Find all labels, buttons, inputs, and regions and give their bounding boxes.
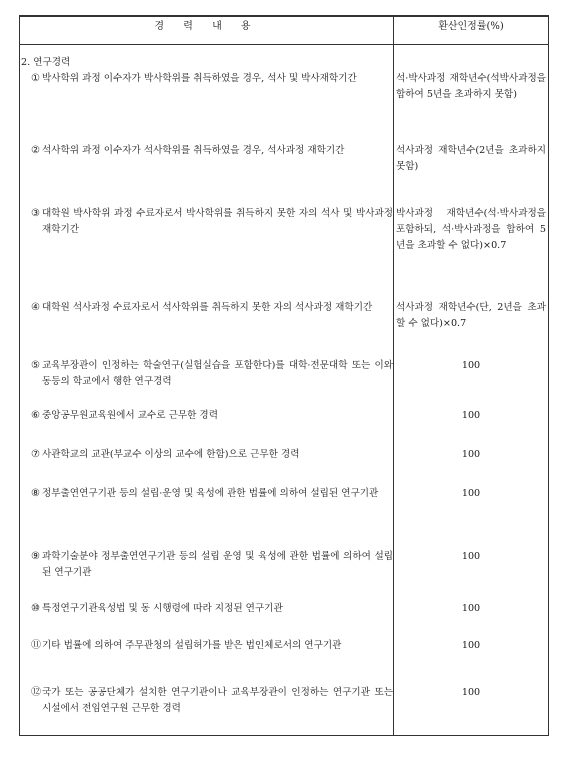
item-rate: 석사과정 재학년수(단, 2년을 초과할 수 없다)×0.7 bbox=[396, 302, 546, 329]
table-row bbox=[20, 348, 549, 398]
item-description: 기타 법률에 의하여 주무관청의 설립허가를 받은 법인체로서의 연구기관 bbox=[42, 640, 342, 651]
item-rate: 100 bbox=[461, 410, 481, 421]
table-row bbox=[20, 71, 549, 133]
item-number: ① bbox=[31, 73, 40, 84]
table-row bbox=[20, 133, 549, 196]
table-row bbox=[20, 398, 549, 437]
table-row bbox=[20, 290, 549, 348]
item-number: ⑥ bbox=[31, 410, 40, 421]
item-description: 중앙공무원교육원에서 교수로 근무한 경력 bbox=[42, 410, 218, 421]
item-number: ⑪ bbox=[31, 640, 41, 651]
item-description: 석사학위 과정 이수자가 석사학위를 취득하였을 경우, 석사과정 재학기간 bbox=[42, 145, 345, 156]
item-rate: 100 bbox=[461, 449, 481, 460]
item-rate: 석·박사과정 재학년수(석박사과정을 합하여 5년을 초과하지 못함) bbox=[396, 73, 546, 100]
item-description: 사관학교의 교관(부교수 이상의 교수에 한함)으로 근무한 경력 bbox=[42, 449, 300, 460]
item-number: ⑩ bbox=[31, 603, 40, 614]
table-row bbox=[20, 437, 549, 476]
item-number: ⑨ bbox=[31, 551, 40, 562]
item-rate: 100 bbox=[461, 360, 481, 371]
item-number: ④ bbox=[31, 302, 40, 313]
item-rate: 박사과정 재학년수(석·박사과정을 포함하되, 석·박사과정을 합하여 5년을 초과할 수 없다)×0.7 bbox=[396, 208, 546, 251]
section-title: 2. 연구경력 bbox=[21, 57, 71, 68]
item-number: ③ bbox=[31, 208, 40, 219]
item-number: ⑧ bbox=[31, 488, 40, 499]
table-row bbox=[20, 591, 549, 628]
item-rate: 100 bbox=[461, 603, 481, 614]
item-number: ⑤ bbox=[31, 360, 40, 371]
table-row bbox=[20, 675, 549, 736]
item-description: 대학원 석사과정 수료자로서 석사학위를 취득하지 못한 자의 석사과정 재학기간 bbox=[42, 302, 373, 313]
table-row bbox=[20, 628, 549, 675]
item-number: ⑫ bbox=[31, 687, 41, 698]
header-conversion-rate: 환산인정률(%) bbox=[394, 16, 549, 45]
table-row bbox=[20, 539, 549, 591]
career-table bbox=[19, 15, 549, 736]
item-number: ② bbox=[31, 145, 40, 156]
item-description: 과학기술분야 정부출연연구기관 등의 설립 운영 및 육성에 관한 법률에 의하여 설립된 연구기관 bbox=[42, 551, 393, 578]
item-rate: 석사과정 재학년수(2년을 초과하지 못함) bbox=[396, 145, 546, 172]
item-rate: 100 bbox=[461, 687, 481, 698]
item-description: 대학원 박사학위 과정 수료자로서 박사학위를 취득하지 못한 자의 석사 및 박사과정 재학기간 bbox=[42, 208, 393, 235]
item-rate: 100 bbox=[461, 640, 481, 651]
item-number: ⑦ bbox=[31, 449, 40, 460]
section-row bbox=[20, 45, 549, 72]
item-description: 정부출연연구기관 등의 설립·운영 및 육성에 관한 법률에 의하여 설립된 연구기관 bbox=[42, 488, 379, 499]
item-description: 국가 또는 공공단체가 설치한 연구기관이나 교육부장관이 인정하는 연구기관 또는 시설에서 전임연구원 근무한 경력 bbox=[42, 687, 393, 714]
table-header-row bbox=[20, 16, 549, 45]
item-description: 특정연구기관육성법 및 동 시행령에 따라 지정된 연구기관 bbox=[42, 603, 283, 614]
item-rate: 100 bbox=[461, 488, 481, 499]
item-description: 박사학위 과정 이수자가 박사학위를 취득하였을 경우, 석사 및 박사재학기간 bbox=[42, 73, 357, 84]
table-row bbox=[20, 476, 549, 539]
item-rate: 100 bbox=[461, 551, 481, 562]
table-row bbox=[20, 196, 549, 290]
item-description: 교육부장관이 인정하는 학술연구(실험실습을 포함한다)를 대학·전문대학 또는 이와 동등의 학교에서 행한 연구경력 bbox=[42, 360, 393, 387]
header-career-content: 경 력 내 용 bbox=[20, 16, 394, 45]
